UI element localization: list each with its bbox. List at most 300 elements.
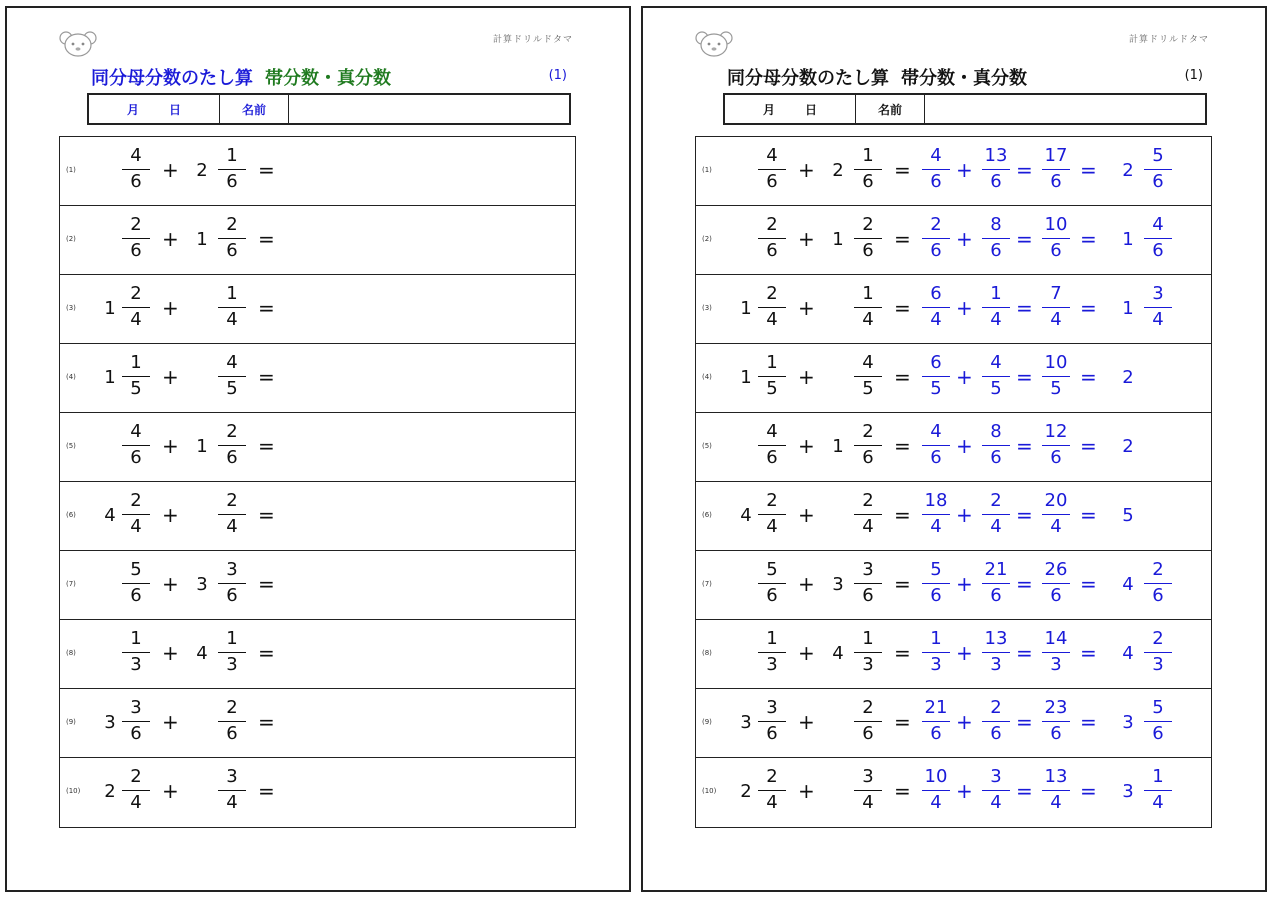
fraction [122, 285, 150, 329]
whole-number: 4 [740, 505, 752, 526]
fraction-bar [218, 790, 246, 791]
equals-sign: = [1080, 296, 1097, 320]
equals-sign: = [258, 572, 275, 596]
fraction [982, 699, 1010, 743]
fraction-bar [982, 307, 1010, 308]
fraction [982, 630, 1010, 674]
whole-number: 1 [196, 229, 208, 250]
fraction-bar [1144, 169, 1172, 170]
equals-sign: = [258, 296, 275, 320]
fraction [854, 768, 882, 812]
fraction-bar [218, 514, 246, 515]
denominator: 3 [130, 654, 142, 675]
fraction [218, 630, 246, 674]
numerator: 2 [226, 697, 238, 718]
whole-number: 3 [832, 574, 844, 595]
denominator: 6 [766, 240, 778, 261]
name-label: 名前 [877, 102, 902, 117]
fraction [1042, 768, 1070, 812]
denominator: 3 [862, 654, 874, 675]
whole-number: 3 [740, 712, 752, 733]
denominator: 6 [990, 171, 1002, 192]
numerator: 1 [130, 352, 142, 373]
numerator: 10 [1044, 352, 1068, 373]
denominator: 5 [766, 378, 778, 399]
problem-number: (5) [702, 442, 712, 450]
numerator: 1 [226, 628, 238, 649]
fraction-bar [922, 721, 950, 722]
denominator: 4 [862, 516, 874, 537]
fraction [122, 423, 150, 467]
fraction-bar [758, 445, 786, 446]
numerator: 23 [1044, 697, 1068, 718]
numerator: 17 [1044, 145, 1068, 166]
equals-sign: = [1016, 572, 1033, 596]
fraction-bar [1144, 721, 1172, 722]
fraction-bar [982, 238, 1010, 239]
fraction [854, 423, 882, 467]
plus-sign: + [162, 779, 179, 803]
brand-text: 計算ドリルドタマ [1128, 35, 1209, 45]
numerator: 2 [226, 214, 238, 235]
whole-number: 2 [740, 781, 752, 802]
denominator: 6 [1050, 723, 1062, 744]
plus-sign: + [798, 710, 815, 734]
equals-sign: = [1016, 158, 1033, 182]
equals-sign: = [258, 158, 275, 182]
plus-sign: + [162, 710, 179, 734]
problem-row [60, 758, 575, 827]
problem-number: (10) [66, 787, 81, 795]
answer-whole-number: 5 [1122, 505, 1134, 526]
fraction-bar [922, 652, 950, 653]
problem-list [59, 136, 576, 828]
fraction [758, 354, 786, 398]
denominator: 6 [1050, 240, 1062, 261]
equals-sign: = [1080, 503, 1097, 527]
denominator: 4 [930, 516, 942, 537]
fraction [218, 768, 246, 812]
numerator: 2 [1152, 628, 1164, 649]
numerator: 5 [1152, 697, 1164, 718]
plus-sign: + [162, 365, 179, 389]
whole-number: 3 [104, 712, 116, 733]
equals-sign: = [1016, 779, 1033, 803]
numerator: 6 [930, 283, 942, 304]
fraction [218, 354, 246, 398]
fraction [922, 216, 950, 260]
answer-whole-number: 1 [1122, 298, 1134, 319]
problem-row [60, 551, 575, 620]
fraction [1042, 630, 1070, 674]
numerator: 26 [1044, 559, 1068, 580]
numerator: 3 [226, 766, 238, 787]
fraction-bar [922, 169, 950, 170]
plus-sign: + [956, 158, 973, 182]
fraction [122, 561, 150, 605]
fraction-bar [122, 169, 150, 170]
numerator: 6 [930, 352, 942, 373]
fraction [1042, 699, 1070, 743]
denominator: 4 [766, 516, 778, 537]
mascot-logo-icon [59, 30, 97, 58]
name-label-cell [220, 95, 289, 123]
denominator: 4 [862, 792, 874, 813]
fraction-bar [122, 238, 150, 239]
numerator: 3 [1152, 283, 1164, 304]
problem-number: (3) [702, 304, 712, 312]
fraction [922, 768, 950, 812]
fraction [922, 423, 950, 467]
numerator: 4 [766, 421, 778, 442]
name-label-cell [856, 95, 925, 123]
problem-number: (4) [702, 373, 712, 381]
fraction [122, 216, 150, 260]
numerator: 21 [984, 559, 1008, 580]
problem-sheet [5, 6, 631, 892]
whole-number: 2 [832, 160, 844, 181]
denominator: 6 [990, 447, 1002, 468]
fraction-bar [982, 583, 1010, 584]
answer-whole-number: 4 [1122, 643, 1134, 664]
numerator: 5 [130, 559, 142, 580]
plus-sign: + [798, 572, 815, 596]
equals-sign: = [1016, 710, 1033, 734]
numerator: 1 [766, 628, 778, 649]
fraction-bar [218, 445, 246, 446]
fraction [758, 561, 786, 605]
numerator: 7 [1050, 283, 1062, 304]
numerator: 1 [766, 352, 778, 373]
denominator: 6 [862, 447, 874, 468]
denominator: 4 [130, 516, 142, 537]
denominator: 4 [930, 792, 942, 813]
fraction-bar [758, 790, 786, 791]
numerator: 4 [990, 352, 1002, 373]
numerator: 12 [1044, 421, 1068, 442]
denominator: 6 [862, 723, 874, 744]
title-main: 同分母分数のたし算 [91, 68, 253, 89]
day-label: 日 [169, 102, 182, 117]
denominator: 3 [1152, 654, 1164, 675]
fraction-bar [1042, 721, 1070, 722]
equals-sign: = [1016, 641, 1033, 665]
denominator: 4 [226, 516, 238, 537]
equals-sign: = [1080, 779, 1097, 803]
equals-sign: = [894, 158, 911, 182]
plus-sign: + [798, 296, 815, 320]
fraction [758, 216, 786, 260]
answer-whole-number: 4 [1122, 574, 1134, 595]
denominator: 5 [862, 378, 874, 399]
equals-sign: = [894, 572, 911, 596]
fraction [854, 216, 882, 260]
problem-number: (6) [702, 511, 712, 519]
fraction [1042, 423, 1070, 467]
numerator: 2 [130, 490, 142, 511]
fraction-bar [1042, 445, 1070, 446]
date-cell[interactable] [725, 95, 856, 123]
whole-number: 1 [104, 298, 116, 319]
fraction-bar [758, 652, 786, 653]
fraction-bar [122, 514, 150, 515]
problem-number: (7) [66, 580, 76, 588]
numerator: 3 [130, 697, 142, 718]
fraction-bar [1042, 514, 1070, 515]
denominator: 6 [1152, 723, 1164, 744]
fraction [854, 354, 882, 398]
equals-sign: = [894, 227, 911, 251]
fraction [1144, 147, 1172, 191]
fraction-bar [854, 376, 882, 377]
denominator: 6 [990, 723, 1002, 744]
denominator: 6 [862, 240, 874, 261]
denominator: 4 [1050, 309, 1062, 330]
title-main: 同分母分数のたし算 [727, 68, 889, 89]
numerator: 13 [984, 145, 1008, 166]
fraction [854, 699, 882, 743]
denominator: 3 [766, 654, 778, 675]
whole-number: 4 [196, 643, 208, 664]
equals-sign: = [1016, 503, 1033, 527]
denominator: 6 [862, 171, 874, 192]
fraction [854, 285, 882, 329]
denominator: 6 [1050, 171, 1062, 192]
answer-sheet [641, 6, 1267, 892]
plus-sign: + [956, 227, 973, 251]
fraction-bar [122, 376, 150, 377]
numerator: 2 [990, 697, 1002, 718]
fraction [982, 354, 1010, 398]
fraction-bar [982, 514, 1010, 515]
fraction [1042, 561, 1070, 605]
fraction-bar [854, 169, 882, 170]
fraction [1144, 630, 1172, 674]
problem-number: (7) [702, 580, 712, 588]
denominator: 6 [766, 585, 778, 606]
equals-sign: = [1080, 641, 1097, 665]
plus-sign: + [798, 503, 815, 527]
plus-sign: + [798, 227, 815, 251]
name-field[interactable] [289, 95, 569, 123]
fraction-bar [122, 721, 150, 722]
numerator: 1 [990, 283, 1002, 304]
denominator: 4 [226, 792, 238, 813]
denominator: 6 [226, 171, 238, 192]
numerator: 2 [130, 766, 142, 787]
denominator: 4 [1152, 309, 1164, 330]
fraction-bar [922, 445, 950, 446]
fraction-bar [1144, 790, 1172, 791]
numerator: 8 [990, 214, 1002, 235]
fraction-bar [922, 790, 950, 791]
fraction-bar [982, 376, 1010, 377]
numerator: 4 [1152, 214, 1164, 235]
problem-number: (6) [66, 511, 76, 519]
denominator: 6 [930, 585, 942, 606]
denominator: 6 [130, 447, 142, 468]
denominator: 6 [226, 447, 238, 468]
problem-number: (8) [702, 649, 712, 657]
fraction [122, 768, 150, 812]
answer-row [696, 758, 1211, 827]
numerator: 2 [130, 283, 142, 304]
numerator: 2 [226, 490, 238, 511]
plus-sign: + [956, 779, 973, 803]
fraction-bar [122, 790, 150, 791]
denominator: 3 [226, 654, 238, 675]
denominator: 6 [130, 171, 142, 192]
plus-sign: + [798, 365, 815, 389]
problem-row [60, 413, 575, 482]
problem-number: (4) [66, 373, 76, 381]
numerator: 13 [984, 628, 1008, 649]
equals-sign: = [1080, 365, 1097, 389]
answer-row [696, 551, 1211, 620]
equals-sign: = [258, 227, 275, 251]
equals-sign: = [1016, 434, 1033, 458]
fraction-bar [122, 307, 150, 308]
fraction [758, 147, 786, 191]
answer-row [696, 413, 1211, 482]
equals-sign: = [258, 779, 275, 803]
fraction [982, 147, 1010, 191]
fraction [218, 492, 246, 536]
numerator: 2 [766, 766, 778, 787]
whole-number: 1 [740, 298, 752, 319]
numerator: 8 [990, 421, 1002, 442]
plus-sign: + [798, 158, 815, 182]
fraction-bar [854, 445, 882, 446]
denominator: 5 [226, 378, 238, 399]
fraction-bar [1042, 169, 1070, 170]
problem-number: (1) [702, 166, 712, 174]
numerator: 20 [1044, 490, 1068, 511]
problem-row [60, 482, 575, 551]
plus-sign: + [162, 158, 179, 182]
fraction-bar [1144, 307, 1172, 308]
whole-number: 1 [196, 436, 208, 457]
date-cell[interactable] [89, 95, 220, 123]
fraction [758, 630, 786, 674]
denominator: 4 [930, 309, 942, 330]
problem-number: (9) [702, 718, 712, 726]
numerator: 18 [924, 490, 948, 511]
fraction [922, 699, 950, 743]
numerator: 2 [862, 697, 874, 718]
fraction [122, 147, 150, 191]
answer-whole-number: 3 [1122, 712, 1134, 733]
plus-sign: + [798, 641, 815, 665]
numerator: 4 [862, 352, 874, 373]
problem-number: (3) [66, 304, 76, 312]
fraction-bar [758, 307, 786, 308]
fraction [758, 492, 786, 536]
fraction-bar [758, 514, 786, 515]
fraction [758, 699, 786, 743]
numerator: 4 [226, 352, 238, 373]
fraction [218, 216, 246, 260]
equals-sign: = [258, 710, 275, 734]
sheet-number: (1) [548, 68, 567, 83]
fraction [1042, 492, 1070, 536]
equals-sign: = [258, 641, 275, 665]
fraction-bar [982, 445, 1010, 446]
fraction-bar [854, 238, 882, 239]
denominator: 6 [990, 240, 1002, 261]
equals-sign: = [894, 434, 911, 458]
answer-row [696, 689, 1211, 758]
problem-number: (2) [66, 235, 76, 243]
equals-sign: = [894, 779, 911, 803]
answer-whole-number: 1 [1122, 229, 1134, 250]
fraction-bar [218, 583, 246, 584]
problem-number: (2) [702, 235, 712, 243]
fraction-bar [922, 514, 950, 515]
problem-row [60, 275, 575, 344]
numerator: 1 [226, 145, 238, 166]
fraction [218, 423, 246, 467]
numerator: 1 [862, 145, 874, 166]
problem-row [60, 137, 575, 206]
equals-sign: = [1016, 227, 1033, 251]
equals-sign: = [258, 365, 275, 389]
fraction [758, 285, 786, 329]
fraction-bar [218, 307, 246, 308]
fraction [854, 561, 882, 605]
numerator: 2 [1152, 559, 1164, 580]
numerator: 5 [1152, 145, 1164, 166]
name-field[interactable] [925, 95, 1205, 123]
fraction [218, 561, 246, 605]
fraction [982, 561, 1010, 605]
denominator: 4 [862, 309, 874, 330]
problem-number: (9) [66, 718, 76, 726]
fraction-bar [1042, 583, 1070, 584]
denominator: 4 [766, 792, 778, 813]
fraction [982, 216, 1010, 260]
numerator: 2 [226, 421, 238, 442]
fraction-bar [758, 169, 786, 170]
fraction-bar [218, 376, 246, 377]
equals-sign: = [894, 296, 911, 320]
numerator: 13 [1044, 766, 1068, 787]
denominator: 4 [1050, 516, 1062, 537]
fraction-bar [122, 583, 150, 584]
denominator: 6 [766, 723, 778, 744]
denominator: 6 [130, 240, 142, 261]
denominator: 4 [766, 309, 778, 330]
equals-sign: = [1080, 572, 1097, 596]
fraction-bar [1144, 238, 1172, 239]
fraction [122, 630, 150, 674]
day-label: 日 [805, 102, 818, 117]
plus-sign: + [162, 572, 179, 596]
equals-sign: = [1016, 365, 1033, 389]
mascot-logo-icon [695, 30, 733, 58]
equals-sign: = [1080, 227, 1097, 251]
fraction [982, 492, 1010, 536]
fraction [982, 423, 1010, 467]
fraction [1144, 699, 1172, 743]
denominator: 6 [1152, 240, 1164, 261]
answer-whole-number: 2 [1122, 436, 1134, 457]
denominator: 4 [130, 792, 142, 813]
fraction-bar [922, 583, 950, 584]
fraction-bar [854, 790, 882, 791]
fraction [922, 147, 950, 191]
numerator: 3 [862, 559, 874, 580]
